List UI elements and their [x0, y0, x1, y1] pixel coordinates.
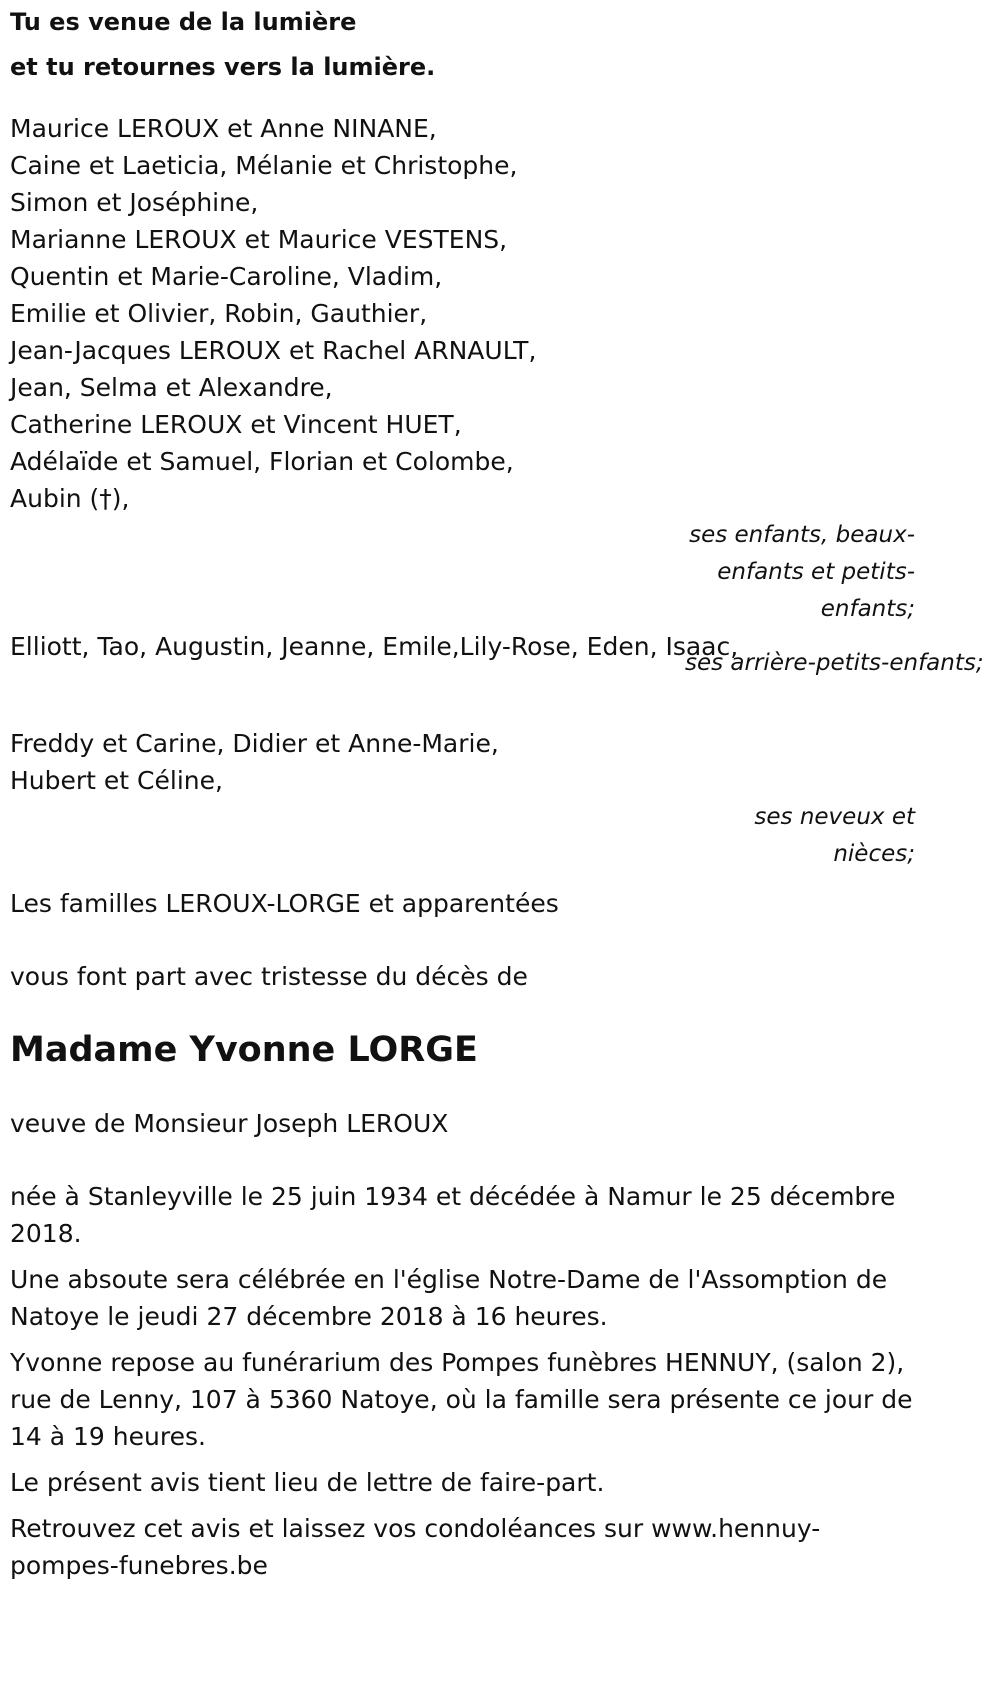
epigraph-line-2: et tu retournes vers la lumière.	[10, 53, 436, 81]
nephews-group	[10, 725, 915, 873]
children-name-line: Catherine LEROUX et Vincent HUET,	[10, 410, 462, 439]
children-name-line: Emilie et Olivier, Robin, Gauthier,	[10, 299, 428, 328]
nephews-name-line: Hubert et Céline,	[10, 766, 223, 795]
great-grandchildren-names: Elliott, Tao, Augustin, Jeanne, Emile,Lily-Rose, Eden, Isaac,	[10, 632, 739, 661]
widow-of-line: veuve de Monsieur Joseph LEROUX	[10, 1109, 449, 1138]
children-name-line: Aubin (†),	[10, 484, 130, 513]
children-name-line: Simon et Joséphine,	[10, 188, 259, 217]
children-name-line: Maurice LEROUX et Anne NINANE,	[10, 114, 437, 143]
notice-paragraph: Le présent avis tient lieu de lettre de faire-part.	[10, 1468, 605, 1497]
children-name-line: Jean-Jacques LEROUX et Rachel ARNAULT,	[10, 336, 537, 365]
families-line: Les familles LEROUX-LORGE et apparentées	[10, 889, 559, 918]
children-name-line: Jean, Selma et Alexandre,	[10, 373, 333, 402]
visitation-paragraph: Yvonne repose au funérarium des Pompes funèbres HENNUY, (salon 2), rue de Lenny, 107 à 5360 Natoye, où la famille sera présente ce jour de 14 à 19 heures.	[10, 1348, 913, 1451]
family-list	[10, 110, 984, 1584]
children-name-line: Marianne LEROUX et Maurice VESTENS,	[10, 225, 508, 254]
obituary-notice	[10, 0, 984, 1584]
children-name-line: Caine et Laeticia, Mélanie et Christophe,	[10, 151, 518, 180]
epigraph-line-1: Tu es venue de la lumière	[10, 8, 357, 36]
children-relation: ses enfants, beaux-enfants et petits-enfants;	[689, 522, 915, 622]
nephews-name-line: Freddy et Carine, Didier et Anne-Marie,	[10, 729, 499, 758]
announcement-line: vous font part avec tristesse du décès de	[10, 962, 528, 991]
ceremony-paragraph: Une absoute sera célébrée en l'église Notre-Dame de l'Assomption de Natoye le jeudi 27 décembre 2018 à 16 heures.	[10, 1265, 888, 1331]
condolences-paragraph: Retrouvez cet avis et laissez vos condoléances sur www.hennuy-pompes-funebres.be	[10, 1514, 821, 1580]
great-grandchildren-group	[10, 628, 984, 676]
epigraph	[10, 0, 915, 90]
birth-death-paragraph: née à Stanleyville le 25 juin 1934 et décédée à Namur le 25 décembre 2018.	[10, 1182, 896, 1248]
children-group	[10, 110, 915, 628]
children-name-line: Adélaïde et Samuel, Florian et Colombe,	[10, 447, 514, 476]
nephews-relation: ses neveux et nièces;	[754, 804, 915, 867]
great-grandchildren-relation: ses arrière-petits-enfants;	[685, 650, 984, 676]
children-name-line: Quentin et Marie-Caroline, Vladim,	[10, 262, 443, 291]
deceased-name: Madame Yvonne LORGE	[10, 1030, 478, 1070]
